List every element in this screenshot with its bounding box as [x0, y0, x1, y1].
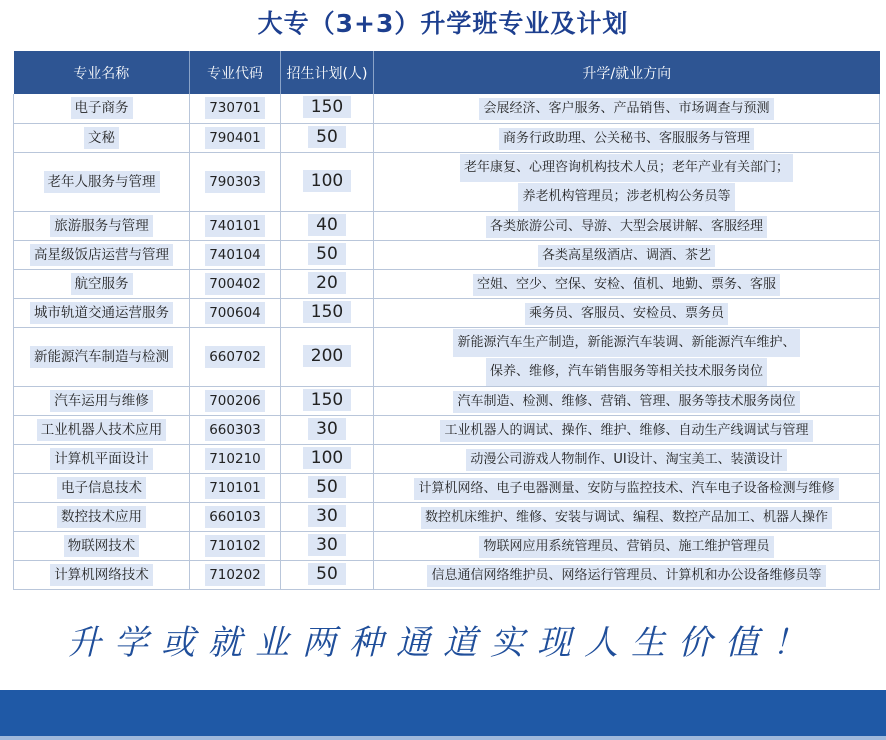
career-direction-lines	[374, 474, 879, 502]
career-direction-lines	[374, 328, 879, 386]
enrollment-plan-text: 40	[308, 214, 346, 236]
table-row	[14, 94, 880, 123]
major-name-text: 计算机平面设计	[50, 448, 153, 470]
career-direction-text: 动漫公司游戏人物制作、UI设计、淘宝美工、装潢设计	[466, 449, 786, 471]
career-direction-text: 各类高星级酒店、调酒、茶艺	[538, 245, 715, 267]
career-direction-lines	[374, 153, 879, 211]
major-name-cell	[14, 502, 190, 531]
major-name-text: 工业机器人技术应用	[37, 419, 167, 441]
major-name-text: 汽车运用与维修	[50, 390, 153, 412]
enrollment-plan-cell	[281, 152, 374, 211]
enrollment-plan-text: 100	[303, 170, 351, 192]
slogan: 升学或就业两种通道实现人生价值！	[67, 623, 819, 663]
major-code-text: 740101	[205, 215, 265, 237]
enrollment-plan-cell	[281, 473, 374, 502]
major-name-text: 城市轨道交通运营服务	[30, 302, 173, 324]
enrollment-plan-cell	[281, 531, 374, 560]
table-row	[14, 415, 880, 444]
major-name-cell	[14, 531, 190, 560]
page-title: 大专（3+3）升学班专业及计划	[257, 9, 629, 38]
major-code-text: 700604	[205, 302, 265, 324]
enrollment-plan-cell	[281, 123, 374, 152]
major-name-cell	[14, 560, 190, 589]
header-major-code: 专业代码	[190, 51, 281, 94]
major-name-text: 电子信息技术	[57, 477, 146, 499]
career-direction-text: 各类旅游公司、导游、大型会展讲解、客服经理	[486, 216, 767, 238]
enrollment-plan-cell	[281, 502, 374, 531]
career-direction-lines	[374, 241, 879, 269]
enrollment-plan-text: 200	[303, 345, 351, 367]
enrollment-plan-table	[13, 51, 880, 590]
enrollment-plan-cell	[281, 269, 374, 298]
major-name-cell	[14, 327, 190, 386]
major-name-text: 旅游服务与管理	[50, 215, 153, 237]
major-code-text: 790401	[205, 127, 265, 149]
career-direction-text: 空姐、空少、空保、安检、值机、地勤、票务、客服	[473, 274, 780, 296]
enrollment-plan-text: 30	[308, 534, 346, 556]
enrollment-plan-cell	[281, 211, 374, 240]
major-name-text: 老年人服务与管理	[44, 171, 160, 193]
major-code-text: 660103	[205, 506, 265, 528]
header-enrollment-plan: 招生计划(人)	[281, 51, 374, 94]
enrollment-plan-cell	[281, 327, 374, 386]
enrollment-plan-text: 30	[308, 418, 346, 440]
enrollment-plan-text: 150	[303, 301, 351, 323]
career-direction-lines	[374, 124, 879, 152]
table-row	[14, 502, 880, 531]
major-name-text: 数控技术应用	[57, 506, 146, 528]
table-body	[14, 94, 880, 589]
major-name-cell	[14, 298, 190, 327]
major-code-cell	[190, 152, 281, 211]
table-row	[14, 560, 880, 589]
career-direction-text: 汽车制造、检测、维修、营销、管理、服务等技术服务岗位	[453, 391, 799, 413]
major-name-text: 物联网技术	[64, 535, 140, 557]
career-direction-text: 乘务员、客服员、安检员、票务员	[525, 303, 728, 325]
major-code-cell	[190, 444, 281, 473]
major-name-text: 文秘	[84, 127, 119, 149]
career-direction-text: 新能源汽车生产制造，新能源汽车装调、新能源汽车维护、	[453, 329, 799, 357]
enrollment-plan-text: 50	[308, 476, 346, 498]
major-code-text: 790303	[205, 171, 265, 193]
major-code-text: 740104	[205, 244, 265, 266]
table-row	[14, 269, 880, 298]
enrollment-plan-text: 50	[308, 563, 346, 585]
major-name-cell	[14, 211, 190, 240]
table-row	[14, 211, 880, 240]
major-name-cell	[14, 444, 190, 473]
header-major-name: 专业名称	[14, 51, 190, 94]
major-code-cell	[190, 327, 281, 386]
career-direction-cell	[374, 502, 880, 531]
enrollment-plan-text: 50	[308, 126, 346, 148]
major-code-cell	[190, 94, 281, 123]
career-direction-text: 养老机构管理员；涉老机构公务员等	[518, 183, 734, 211]
major-name-text: 高星级饭店运营与管理	[30, 244, 173, 266]
enrollment-plan-text: 30	[308, 505, 346, 527]
major-name-text: 新能源汽车制造与检测	[30, 346, 173, 368]
career-direction-lines	[374, 532, 879, 560]
major-code-cell	[190, 473, 281, 502]
enrollment-plan-cell	[281, 444, 374, 473]
enrollment-plan-text: 150	[303, 96, 351, 118]
enrollment-plan-cell	[281, 298, 374, 327]
major-code-text: 710202	[205, 564, 265, 586]
major-code-text: 700206	[205, 390, 265, 412]
major-code-text: 660303	[205, 419, 265, 441]
footer-line	[0, 736, 886, 740]
major-name-cell	[14, 415, 190, 444]
major-code-cell	[190, 240, 281, 269]
career-direction-cell	[374, 123, 880, 152]
career-direction-text: 工业机器人的调试、操作、维护、维修、自动生产线调试与管理	[440, 420, 812, 442]
career-direction-cell	[374, 386, 880, 415]
career-direction-text: 老年康复、心理咨询机构技术人员；老年产业有关部门；	[460, 154, 793, 182]
major-name-cell	[14, 94, 190, 123]
enrollment-plan-cell	[281, 94, 374, 123]
table-row	[14, 298, 880, 327]
career-direction-lines	[374, 94, 879, 122]
career-direction-cell	[374, 444, 880, 473]
major-code-text: 710102	[205, 535, 265, 557]
enrollment-plan-cell	[281, 240, 374, 269]
major-code-text: 710101	[205, 477, 265, 499]
career-direction-lines	[374, 416, 879, 444]
major-name-cell	[14, 269, 190, 298]
career-direction-lines	[374, 212, 879, 240]
career-direction-lines	[374, 270, 879, 298]
major-name-cell	[14, 386, 190, 415]
major-code-cell	[190, 560, 281, 589]
career-direction-lines	[374, 503, 879, 531]
major-name-cell	[14, 240, 190, 269]
career-direction-cell	[374, 415, 880, 444]
header-career-direction: 升学/就业方向	[374, 51, 880, 94]
major-name-text: 计算机网络技术	[50, 564, 153, 586]
major-code-text: 700402	[205, 273, 265, 295]
career-direction-lines	[374, 299, 879, 327]
enrollment-plan-text: 100	[303, 447, 351, 469]
enrollment-plan-text: 20	[308, 272, 346, 294]
career-direction-text: 计算机网络、电子电器测量、安防与监控技术、汽车电子设备检测与维修	[414, 478, 838, 500]
table-header-row	[14, 51, 880, 94]
career-direction-lines	[374, 445, 879, 473]
major-code-cell	[190, 531, 281, 560]
table-row	[14, 123, 880, 152]
major-code-cell	[190, 211, 281, 240]
enrollment-plan-cell	[281, 415, 374, 444]
career-direction-text: 物联网应用系统管理员、营销员、施工维护管理员	[479, 536, 773, 558]
table-row	[14, 444, 880, 473]
enrollment-plan-text: 50	[308, 243, 346, 265]
table-row	[14, 152, 880, 211]
major-name-cell	[14, 473, 190, 502]
major-name-cell	[14, 152, 190, 211]
table-row	[14, 240, 880, 269]
major-code-text: 710210	[205, 448, 265, 470]
career-direction-cell	[374, 473, 880, 502]
major-name-cell	[14, 123, 190, 152]
career-direction-cell	[374, 327, 880, 386]
career-direction-cell	[374, 94, 880, 123]
major-code-cell	[190, 415, 281, 444]
career-direction-text: 商务行政助理、公关秘书、客服服务与管理	[499, 128, 754, 150]
major-code-text: 730701	[205, 97, 265, 119]
footer-band	[0, 690, 886, 736]
major-code-text: 660702	[205, 346, 265, 368]
career-direction-lines	[374, 561, 879, 589]
major-code-cell	[190, 298, 281, 327]
enrollment-plan-cell	[281, 386, 374, 415]
career-direction-cell	[374, 560, 880, 589]
table-row	[14, 531, 880, 560]
major-code-cell	[190, 123, 281, 152]
table-row	[14, 386, 880, 415]
career-direction-cell	[374, 152, 880, 211]
table-row	[14, 473, 880, 502]
table-row	[14, 327, 880, 386]
major-name-text: 电子商务	[71, 97, 133, 119]
career-direction-text: 会展经济、客户服务、产品销售、市场调查与预测	[479, 98, 773, 120]
enrollment-plan-text: 150	[303, 389, 351, 411]
career-direction-cell	[374, 240, 880, 269]
career-direction-text: 数控机床维护、维修、安装与调试、编程、数控产品加工、机器人操作	[421, 507, 832, 529]
major-name-text: 航空服务	[71, 273, 133, 295]
major-code-cell	[190, 269, 281, 298]
enrollment-plan-cell	[281, 560, 374, 589]
career-direction-cell	[374, 211, 880, 240]
career-direction-lines	[374, 387, 879, 415]
career-direction-text: 信息通信网络维护员、网络运行管理员、计算机和办公设备维修员等	[427, 565, 825, 587]
career-direction-cell	[374, 269, 880, 298]
career-direction-cell	[374, 531, 880, 560]
major-code-cell	[190, 502, 281, 531]
major-code-cell	[190, 386, 281, 415]
career-direction-cell	[374, 298, 880, 327]
career-direction-text: 保养、维修，汽车销售服务等相关技术服务岗位	[486, 358, 767, 386]
